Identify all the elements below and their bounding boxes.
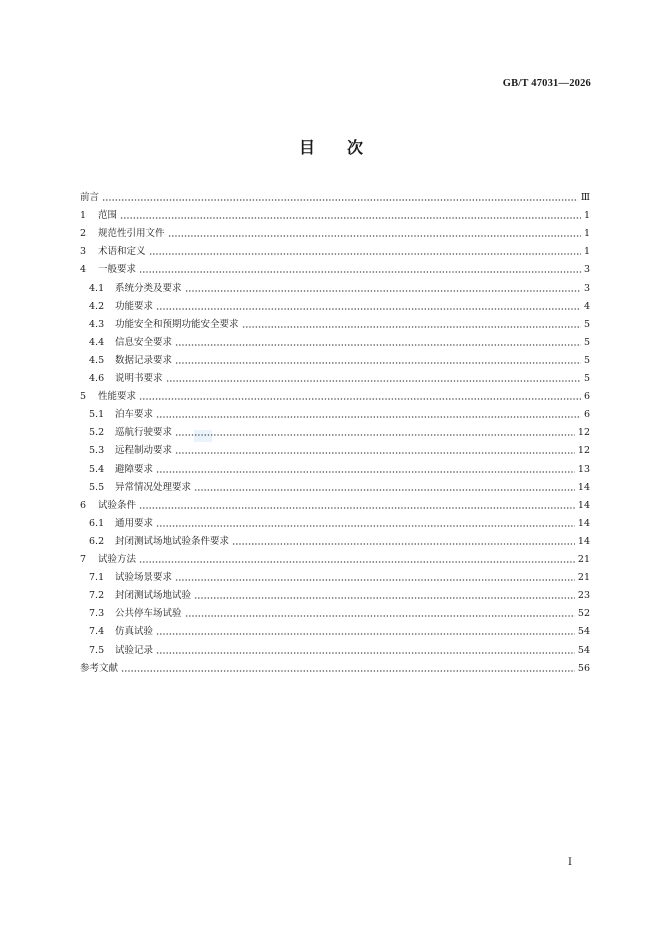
- toc-entry-page: 14: [577, 535, 590, 547]
- toc-entry-label: 范围: [98, 210, 118, 222]
- toc-dot-leader: [194, 597, 575, 599]
- toc-entry-page: Ⅲ: [580, 192, 590, 203]
- toc-dot-leader: [175, 434, 575, 436]
- toc-entry-page: 14: [577, 499, 590, 511]
- toc-entry-number: 4.6: [89, 373, 105, 384]
- toc-entry-page: 13: [577, 463, 590, 475]
- toc-title: [0, 135, 662, 158]
- toc-dot-leader: [156, 308, 581, 310]
- toc-entry-label: 远程制动要求: [115, 445, 173, 457]
- toc-entry[interactable]: [89, 642, 590, 660]
- toc-entry-number: 7.1: [89, 572, 105, 584]
- toc-dot-leader: [242, 326, 581, 328]
- toc-entry[interactable]: [89, 370, 590, 388]
- toc-title-left: 目: [298, 138, 315, 157]
- toc-entry[interactable]: [89, 334, 590, 352]
- toc-dot-leader: [121, 670, 575, 672]
- toc-entry-label: 功能要求: [115, 300, 154, 312]
- toc-entry-label: 前言: [80, 192, 100, 203]
- toc-entry-page: 21: [577, 554, 590, 565]
- toc-entry-number: 5.3: [89, 445, 105, 457]
- toc-entry-label: 规范性引用文件: [98, 228, 165, 240]
- toc-entry-number: 5.5: [89, 481, 105, 493]
- toc-entry-label: 封闭测试场地试验条件要求: [115, 535, 230, 547]
- toc-dot-leader: [175, 579, 575, 581]
- toc-dot-leader: [139, 271, 581, 273]
- toc-dot-leader: [102, 199, 578, 201]
- toc-entry-label: 性能要求: [98, 391, 137, 403]
- toc-entry[interactable]: [80, 388, 590, 406]
- toc-dot-leader: [156, 633, 575, 635]
- toc-entry-label: 试验场景要求: [115, 572, 173, 584]
- toc-entry-label: 数据记录要求: [115, 354, 173, 366]
- toc-entry-page: 14: [577, 517, 590, 529]
- toc-entry-number: 5.2: [89, 427, 105, 439]
- toc-dot-leader: [175, 452, 575, 454]
- toc-entry-page: 1: [583, 246, 590, 258]
- toc-entry-label: 术语和定义: [98, 246, 146, 258]
- toc-dot-leader: [175, 344, 581, 346]
- toc-dot-leader: [139, 398, 581, 400]
- toc-entry-number: 1: [80, 210, 87, 222]
- toc-dot-leader: [156, 525, 575, 527]
- toc-entry-page: 4: [583, 300, 590, 312]
- toc-entry-number: 5: [80, 391, 87, 403]
- toc-entry-page: 21: [577, 572, 590, 584]
- toc-entry-number: 7.2: [89, 590, 105, 602]
- toc-entry-number: 5.4: [89, 463, 105, 475]
- toc-dot-leader: [156, 471, 575, 473]
- toc-entry-number: 4.1: [89, 282, 105, 294]
- toc-entry-page: 12: [577, 427, 590, 439]
- toc-entry[interactable]: [89, 316, 590, 334]
- toc-dot-leader: [139, 507, 575, 509]
- toc-dot-leader: [185, 615, 575, 617]
- toc-entry-label: 避障要求: [115, 463, 154, 475]
- toc-entry[interactable]: [89, 424, 590, 442]
- toc-entry-label: 一般要求: [98, 264, 137, 276]
- toc-entry-label: 通用要求: [115, 517, 154, 529]
- toc-dot-leader: [175, 362, 581, 364]
- toc-entry[interactable]: [80, 243, 590, 261]
- toc-entry-label: 公共停车场试验: [115, 608, 182, 620]
- standard-code: GB/T 47031—2026: [502, 78, 591, 89]
- toc-entry[interactable]: [80, 189, 590, 207]
- toc-entry-page: 14: [577, 481, 590, 493]
- toc-entry[interactable]: [89, 479, 590, 497]
- toc-entry-label: 泊车要求: [115, 409, 154, 421]
- toc-title-right: 次: [347, 138, 364, 157]
- toc-entry[interactable]: [89, 605, 590, 623]
- toc-dot-leader: [149, 253, 581, 255]
- toc-entry-page: 5: [583, 354, 590, 366]
- toc-entry-page: 5: [583, 336, 590, 348]
- toc-entry-page: 52: [577, 608, 590, 620]
- toc-entry-label: 信息安全要求: [115, 336, 173, 348]
- toc-entry-number: 6.2: [89, 535, 105, 547]
- toc-entry-label: 说明书要求: [115, 373, 163, 384]
- toc-entry-number: 4.5: [89, 354, 105, 366]
- toc-entry[interactable]: [89, 442, 590, 460]
- toc-entry[interactable]: [89, 587, 590, 605]
- toc-entry-number: 7.3: [89, 608, 105, 620]
- toc-entry-page: 6: [583, 409, 590, 421]
- toc-entry-label: 封闭测试场地试验: [115, 590, 192, 602]
- toc-entry-page: 1: [583, 228, 590, 240]
- toc-entry-page: 5: [583, 318, 590, 330]
- toc-entry[interactable]: [89, 623, 590, 641]
- toc-entry[interactable]: [89, 515, 590, 533]
- toc-entry[interactable]: [89, 533, 590, 551]
- toc-entry-label: 试验记录: [115, 644, 154, 656]
- toc-entry-number: 7: [80, 554, 87, 565]
- toc-entry-page: 12: [577, 445, 590, 457]
- toc-entry-page: 54: [577, 644, 590, 656]
- toc-entry[interactable]: [80, 551, 590, 569]
- toc-dot-leader: [139, 561, 575, 563]
- toc-entry-number: 7.4: [89, 626, 105, 638]
- toc-entry-number: 4.4: [89, 336, 105, 348]
- toc-entry-page: 6: [583, 391, 590, 403]
- toc-entry-label: 异常情况处理要求: [115, 481, 192, 493]
- toc-dot-leader: [194, 489, 575, 491]
- toc-dot-leader: [120, 217, 581, 219]
- toc-entry[interactable]: [89, 406, 590, 424]
- toc-entry-number: 3: [80, 246, 87, 258]
- toc-entry-number: 6: [80, 499, 87, 511]
- toc-entry[interactable]: [80, 225, 590, 243]
- toc-entry[interactable]: [80, 497, 590, 515]
- toc-entry-page: 3: [583, 282, 590, 294]
- toc-entry-number: 4.3: [89, 318, 105, 330]
- toc-dot-leader: [232, 543, 575, 545]
- toc-entry-number: 4.2: [89, 300, 105, 312]
- toc-entry-label: 系统分类及要求: [115, 282, 182, 294]
- toc-dot-leader: [166, 380, 581, 382]
- toc-entry-page: 3: [583, 264, 590, 276]
- toc-entry-number: 7.5: [89, 644, 105, 656]
- toc-entry-page: 23: [577, 590, 590, 602]
- toc-entry-label: 功能安全和预期功能安全要求: [115, 318, 239, 330]
- toc-entry-page: 56: [577, 662, 590, 674]
- toc-entry[interactable]: [89, 298, 590, 316]
- toc-dot-leader: [156, 652, 575, 654]
- toc-dot-leader: [156, 416, 581, 418]
- toc-entry-page: 5: [583, 373, 590, 384]
- toc-dot-leader: [185, 290, 581, 292]
- toc-entry[interactable]: [80, 207, 590, 225]
- toc-entry[interactable]: [89, 569, 590, 587]
- toc-entry-number: 5.1: [89, 409, 105, 421]
- toc-entry-number: 6.1: [89, 517, 105, 529]
- toc-entry-label: 试验方法: [98, 554, 137, 565]
- toc-entry-label: 参考文献: [80, 662, 119, 674]
- toc-entry-number: 2: [80, 228, 87, 240]
- toc-entry-label: 试验条件: [98, 499, 137, 511]
- toc-entry-page: 54: [577, 626, 590, 638]
- page-folio: Ⅰ: [568, 857, 572, 868]
- toc-entry-page: 1: [583, 210, 590, 222]
- toc-entry[interactable]: [80, 261, 590, 279]
- toc-entry[interactable]: [89, 280, 590, 298]
- toc-entry[interactable]: [89, 352, 590, 370]
- toc-entry-label: 仿真试验: [115, 626, 154, 638]
- toc-entry-label: 巡航行驶要求: [115, 427, 173, 439]
- toc-entry[interactable]: [89, 461, 590, 479]
- toc-dot-leader: [168, 235, 581, 237]
- toc-entry[interactable]: [80, 660, 590, 678]
- toc-entry-number: 4: [80, 264, 87, 276]
